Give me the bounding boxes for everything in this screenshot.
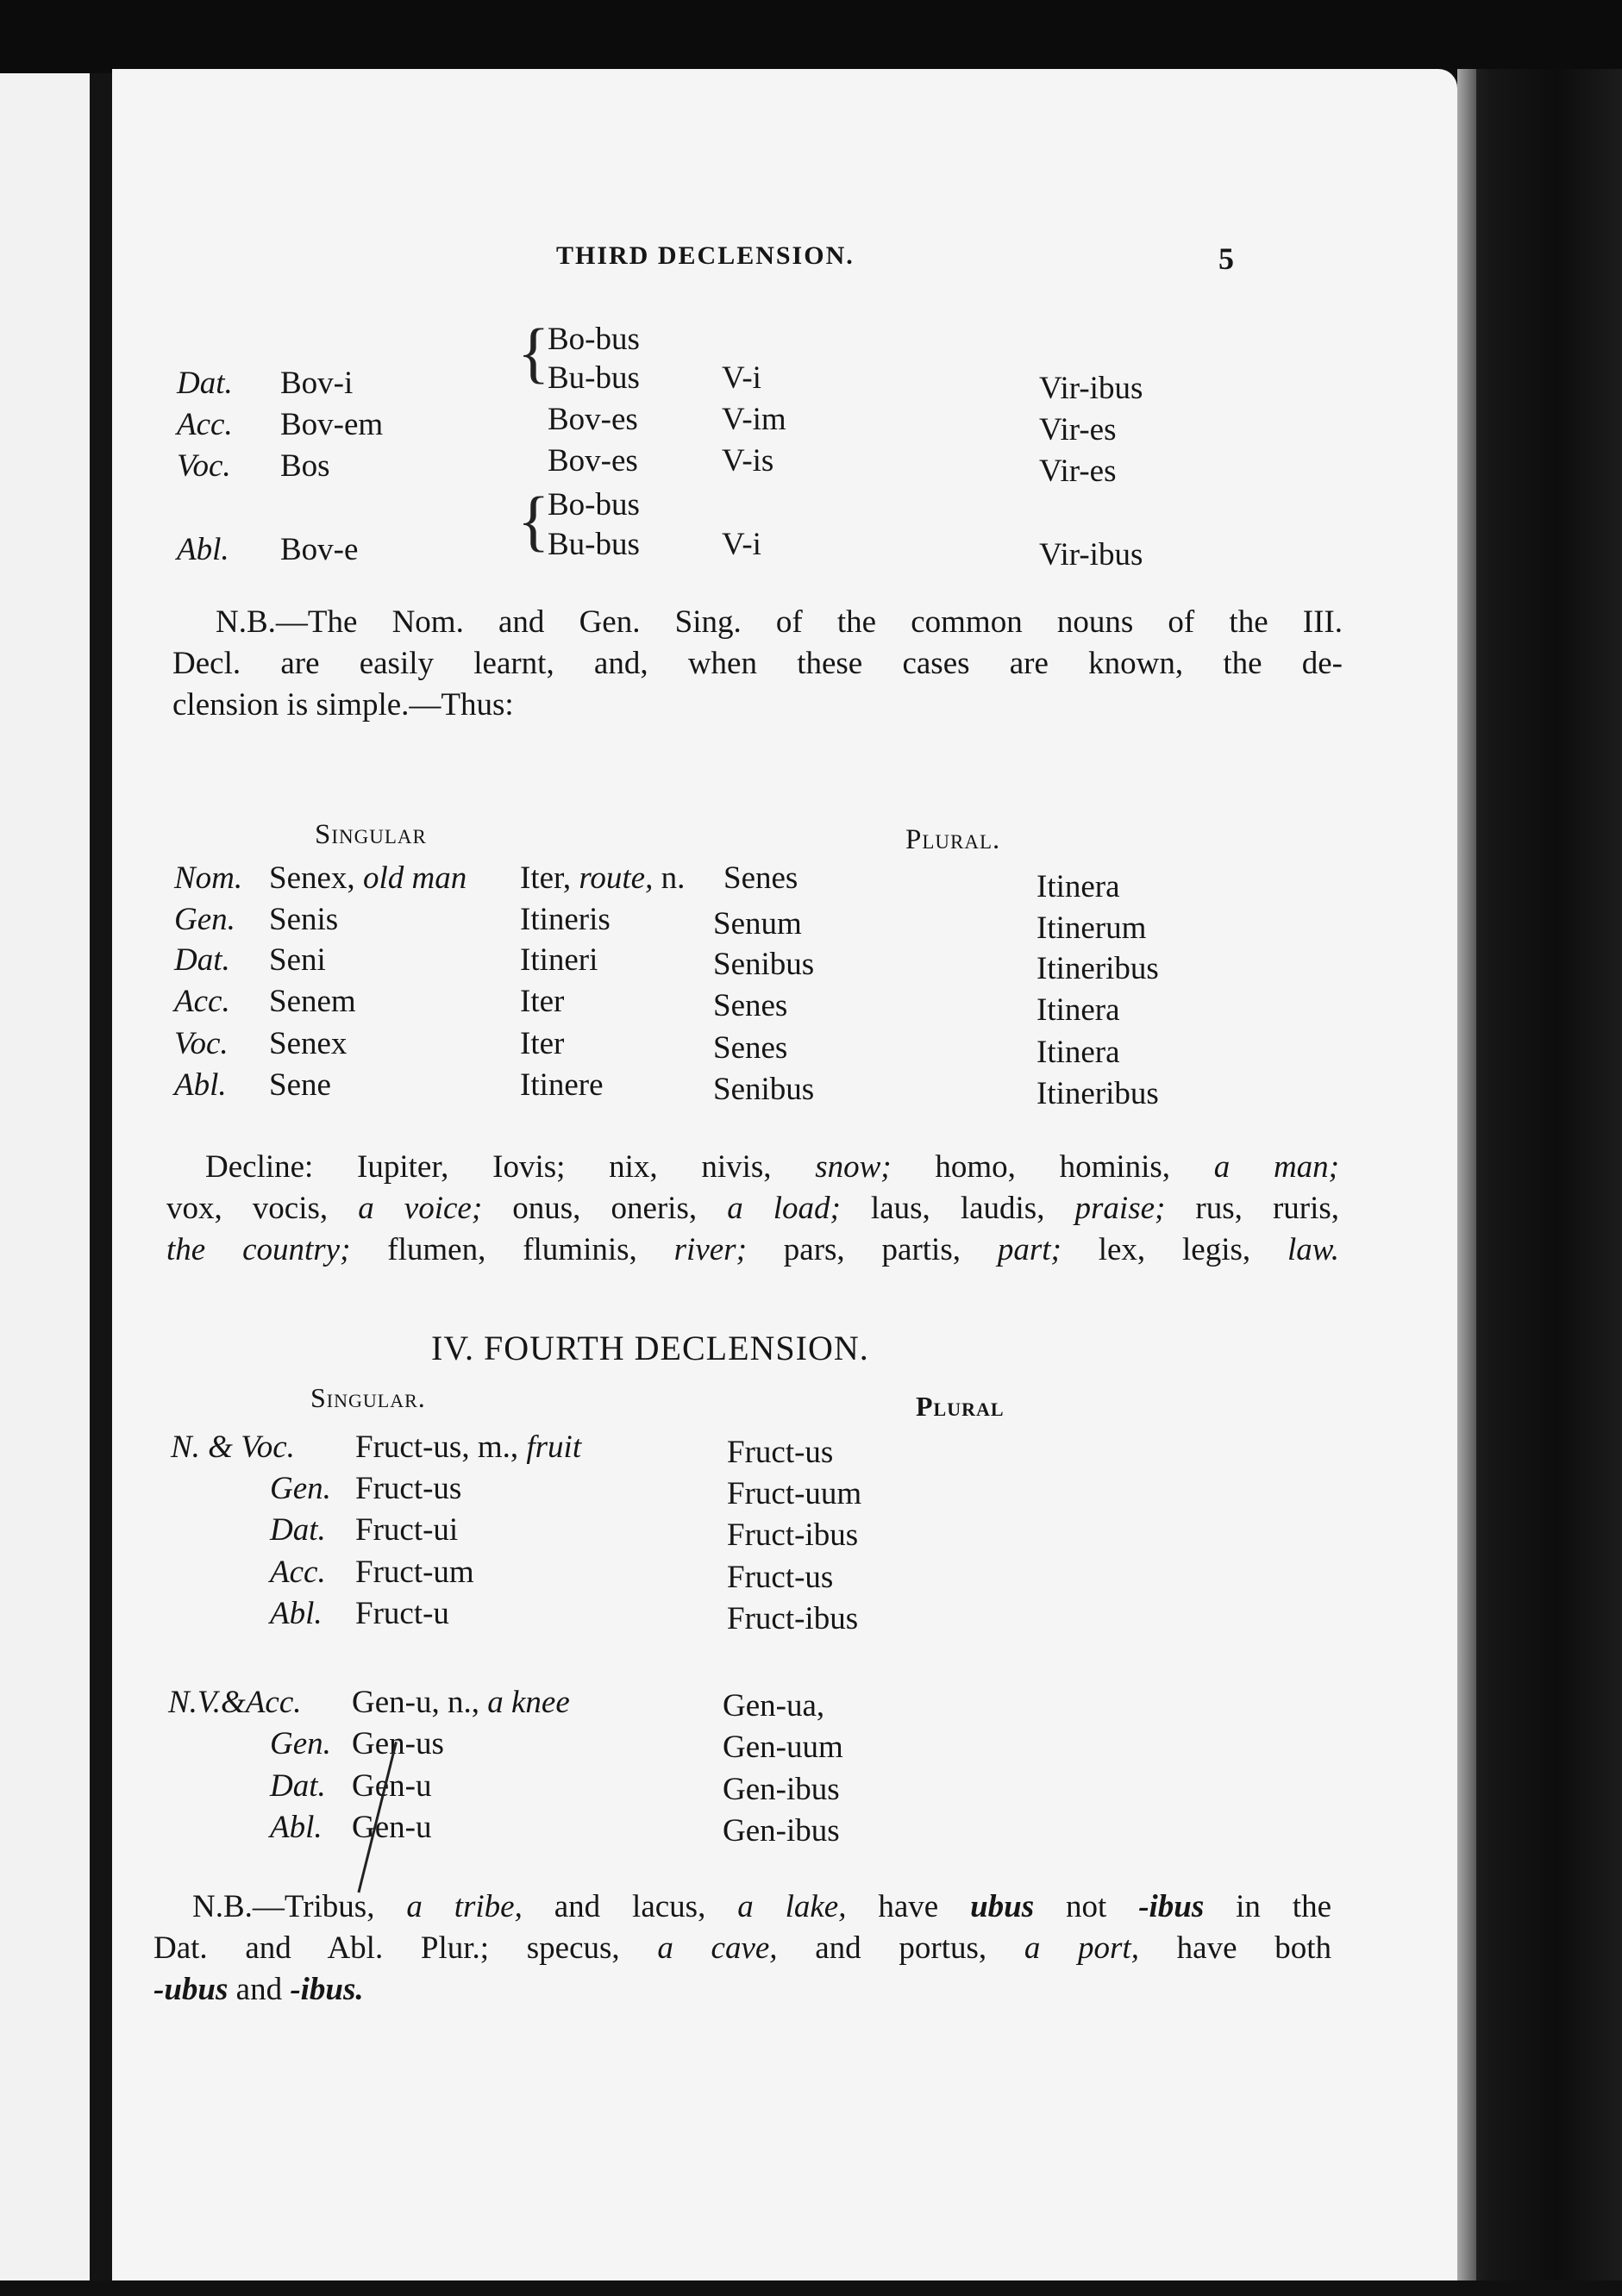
plural-form: Fruct-ibus [727, 1601, 859, 1636]
singular-form: Bov-i [280, 366, 354, 401]
plural-form: Bov-es [548, 402, 638, 437]
nb-line: clension is simple.—Thus: [172, 687, 514, 723]
page-number: 5 [1218, 241, 1234, 276]
brace-dative: { [517, 315, 550, 390]
case-label: Dat. [174, 942, 230, 978]
case-label: Acc. [177, 407, 233, 442]
senex-form [269, 944, 326, 976]
vis-form: V-is [722, 443, 774, 479]
text-run: and lacus, [522, 1889, 738, 1924]
text-run: laus, laudis, [840, 1191, 1075, 1226]
singular-word: Gen-u, n., [352, 1685, 479, 1720]
singular-word: Gen-u [352, 1768, 432, 1804]
decline-line-1 [166, 1147, 1339, 1188]
fourth-plural-heading: Plural [916, 1391, 1005, 1422]
iter-word: Itineris [520, 902, 611, 937]
text-run: and portus, [777, 1930, 1024, 1966]
singular-heading: Singular [315, 819, 427, 850]
singular-form [355, 1556, 474, 1588]
italic-run: the country; [166, 1232, 351, 1267]
iter-form [520, 904, 611, 935]
plural-form: Gen-ibus [723, 1772, 840, 1807]
plural-form: Bo-bus [548, 487, 640, 522]
senex-form [269, 904, 338, 935]
fourth-declension-title: IV. FOURTH DECLENSION. [431, 1329, 869, 1367]
italic-run: a lake, [737, 1889, 847, 1924]
vir-form: Vir-es [1039, 412, 1117, 447]
italic-run: a voice; [358, 1191, 483, 1226]
text-run: homo, hominis, [891, 1149, 1214, 1185]
senex-word: Senis [269, 902, 339, 937]
senes-form: Senibus [713, 947, 815, 982]
plural-form: Bov-es [548, 443, 638, 479]
singular-form: Bos [280, 448, 330, 484]
italic-run: -ibus. [290, 1972, 364, 2007]
italic-run: snow; [815, 1149, 892, 1185]
italic-run: a cave, [657, 1930, 778, 1966]
text-run: in the [1204, 1889, 1332, 1924]
gloss: old man [362, 860, 467, 896]
case-label: Dat. [270, 1768, 326, 1804]
iter-form [520, 944, 598, 976]
decline-line-3 [166, 1229, 1339, 1271]
italic-run: part; [997, 1232, 1062, 1267]
plural-form: Bo-bus [548, 322, 640, 357]
plural-form: Fruct-ibus [727, 1517, 859, 1553]
italic-run: praise; [1074, 1191, 1166, 1226]
singular-form [355, 1598, 449, 1630]
singular-form [352, 1811, 431, 1843]
singular-form: Bov-e [280, 532, 359, 567]
brace-ablative: { [517, 483, 550, 558]
decline-line-2 [166, 1188, 1339, 1229]
plural-form: Bu-bus [548, 527, 640, 562]
senex-word: Sene [269, 1067, 331, 1103]
case-label: N. & Voc. [171, 1430, 295, 1465]
gloss: a knee [487, 1685, 570, 1720]
senex-form [269, 985, 356, 1017]
senes-form: Senum [713, 906, 802, 942]
singular-word: Gen-us [352, 1726, 444, 1761]
text-run: onus, oneris, [482, 1191, 728, 1226]
plural-form: Fruct-us [727, 1560, 834, 1595]
singular-word: Fruct-us [355, 1471, 462, 1506]
itinera-form: Itineribus [1036, 951, 1159, 986]
vir-form: Vir-ibus [1039, 371, 1143, 406]
iter-form [520, 862, 685, 894]
book-edge-shadow [1457, 69, 1622, 2296]
singular-word: Fruct-ui [355, 1512, 459, 1548]
case-label: Gen. [270, 1726, 331, 1761]
italic-run: a load; [727, 1191, 841, 1226]
singular-form [352, 1728, 444, 1760]
iter-form [520, 1028, 564, 1060]
case-label: Voc. [174, 1026, 229, 1061]
itinera-form: Itinera [1036, 869, 1120, 904]
senex-form [269, 1028, 347, 1060]
iter-word: Iter [520, 1026, 565, 1061]
nb2-line-3 [153, 1972, 364, 2007]
book-gutter-shadow [90, 73, 112, 2296]
iter-word: Iter, [520, 860, 572, 896]
text-run: N.B.—Tribus, [192, 1889, 407, 1924]
nb-line: N.B.—The Nom. and Gen. Sing. of the common nouns of the III. [216, 604, 1343, 640]
italic-run: ubus [970, 1889, 1035, 1924]
italic-run: law. [1287, 1232, 1339, 1267]
singular-form [355, 1473, 461, 1505]
senex-word: Seni [269, 942, 326, 978]
iter-word: Itinere [520, 1067, 604, 1103]
text-run: have [846, 1889, 971, 1924]
nb2-line-1 [153, 1886, 1331, 1928]
vir-form: Vir-ibus [1039, 537, 1143, 572]
singular-form [355, 1431, 581, 1463]
singular-word: Fruct-u [355, 1596, 449, 1631]
nb2-line-2 [153, 1928, 1331, 1969]
italic-run: -ubus [153, 1972, 229, 2007]
case-label: Nom. [174, 860, 243, 896]
running-header: THIRD DECLENSION. [556, 241, 855, 270]
senes-form: Senes [713, 988, 788, 1023]
vis-form: V-im [722, 402, 786, 437]
decline-label: Decline: [205, 1149, 314, 1185]
scan-bottom-border [0, 2280, 1622, 2296]
iter-form [520, 1069, 604, 1101]
case-label: Voc. [177, 448, 231, 484]
itinera-form: Itinerum [1036, 910, 1147, 946]
case-label: Acc. [174, 984, 230, 1019]
text-run: lex, legis, [1061, 1232, 1288, 1267]
text-run: Dat. and Abl. Plur.; specus, [153, 1930, 658, 1966]
senex-form [269, 862, 467, 894]
iter-word: Itineri [520, 942, 598, 978]
text-run: pars, partis, [746, 1232, 998, 1267]
plural-form: Gen-ua, [723, 1688, 825, 1724]
nb-line: Decl. are easily learnt, and, when these cases are known, the de- [172, 646, 1343, 681]
iter-word: Iter [520, 984, 565, 1019]
singular-form [355, 1514, 458, 1546]
text-run: not [1034, 1889, 1139, 1924]
itinera-form: Itineribus [1036, 1076, 1159, 1111]
itinera-form: Itinera [1036, 1035, 1120, 1070]
case-label: Acc. [270, 1555, 326, 1590]
plural-form: Gen-ibus [723, 1813, 840, 1849]
facing-page-margin [0, 73, 90, 2296]
singular-form [352, 1770, 431, 1802]
book-page [112, 69, 1457, 2280]
singular-word: Gen-u [352, 1810, 432, 1845]
singular-word: Fruct-us, m., [355, 1430, 519, 1465]
italic-run: -ibus [1138, 1889, 1205, 1924]
case-label: Gen. [270, 1471, 331, 1506]
case-label: Dat. [177, 366, 233, 401]
case-label: N.V.&Acc. [168, 1685, 302, 1720]
senex-word: Senem [269, 984, 356, 1019]
senes-form: Senes [723, 860, 798, 896]
case-label: Abl. [174, 1067, 227, 1103]
italic-run: a port, [1024, 1930, 1139, 1966]
gender: n. [661, 860, 686, 896]
vir-form: Vir-es [1039, 454, 1117, 489]
text-run: Iupiter, Iovis; nix, nivis, [357, 1149, 816, 1185]
case-label: Gen. [174, 902, 235, 937]
iter-form [520, 985, 564, 1017]
italic-run: river; [673, 1232, 747, 1267]
vis-form: V-i [722, 527, 761, 562]
text-run: vox, vocis, [166, 1191, 359, 1226]
plural-form: Fruct-us [727, 1435, 834, 1470]
text-run: rus, ruris, [1165, 1191, 1340, 1226]
nb-paragraph-third-declension [172, 602, 1343, 726]
italic-run: a man; [1213, 1149, 1339, 1185]
itinera-form: Itinera [1036, 992, 1120, 1028]
gloss: route, [579, 860, 654, 896]
scan-top-border [0, 0, 1622, 73]
text-run: and [228, 1972, 291, 2007]
case-label: Abl. [270, 1596, 323, 1631]
fourth-singular-heading: Singular. [310, 1382, 426, 1413]
vis-form: V-i [722, 360, 761, 396]
senex-form [269, 1069, 331, 1101]
plural-heading: Plural. [905, 824, 1001, 855]
senex-word: Senex [269, 1026, 348, 1061]
nb-paragraph-fourth-declension [153, 1886, 1331, 2011]
text-run: have both [1138, 1930, 1331, 1966]
case-label: Abl. [270, 1810, 323, 1845]
text-run: flumen, fluminis, [350, 1232, 674, 1267]
plural-form: Bu-bus [548, 360, 640, 396]
case-label: Dat. [270, 1512, 326, 1548]
plural-form: Fruct-uum [727, 1476, 862, 1511]
decline-paragraph [166, 1147, 1339, 1271]
gloss: fruit [526, 1430, 582, 1465]
senes-form: Senes [713, 1030, 788, 1066]
singular-word: Fruct-um [355, 1555, 474, 1590]
italic-run: a tribe, [406, 1889, 523, 1924]
senes-form: Senibus [713, 1072, 815, 1107]
singular-form [352, 1686, 570, 1718]
plural-form: Gen-uum [723, 1730, 843, 1765]
page-stack-edge [1457, 69, 1476, 2296]
senex-word: Senex, [269, 860, 355, 896]
case-label: Abl. [177, 532, 229, 567]
singular-form: Bov-em [280, 407, 384, 442]
